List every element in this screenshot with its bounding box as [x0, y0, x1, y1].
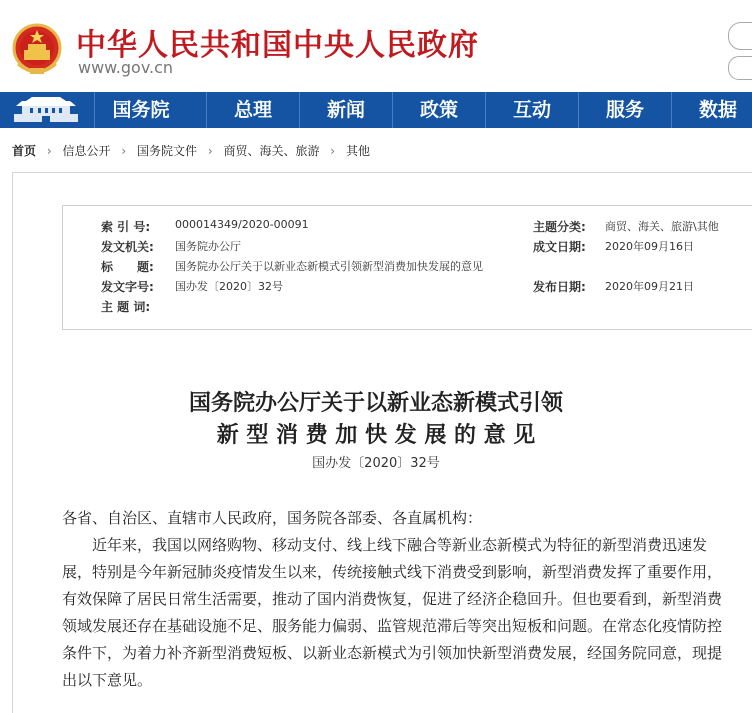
chevron-right-icon: › [330, 144, 336, 158]
document-title-line-1: 国务院办公厅关于以新业态新模式引领 [188, 390, 563, 416]
published-date-label: 发布日期: [533, 280, 586, 294]
issuer-label: 发文机关: [101, 240, 154, 254]
created-date-label: 成文日期: [533, 240, 586, 254]
main-nav [0, 92, 752, 128]
tiananmen-icon[interactable] [0, 92, 93, 128]
doc-number-value: 国办发〔2020〕32号 [175, 280, 283, 293]
breadcrumb-info-public[interactable]: 信息公开 [62, 144, 111, 158]
category-value: 商贸、海关、旅游\其他 [605, 220, 719, 233]
salutation: 各省、自治区、直辖市人民政府，国务院各部委、各直属机构： [62, 509, 483, 527]
meta-row [63, 218, 752, 238]
nav-item-premier[interactable]: 总理 [206, 92, 299, 128]
breadcrumb-commerce[interactable]: 商贸、海关、旅游 [223, 144, 320, 158]
meta-row [63, 238, 752, 258]
breadcrumb-home[interactable]: 首页 [12, 144, 37, 158]
document-title-line-2: 新 型 消 费 加 快 发 展 的 意 见 [216, 422, 536, 448]
index-value: 000014349/2020-00091 [175, 218, 309, 231]
nav-item-news[interactable]: 新闻 [299, 92, 392, 128]
created-date-value: 2020年09月16日 [605, 240, 694, 253]
body-paragraph: 近年来，我国以网络购物、移动支付、线上线下融合等新业态新模式为特征的新型消费迅速发展，特别是今年新冠肺炎疫情发生以来，传统接触式线下消费受到影响，新型消费发挥了重要作用，有效保障了居民日常生活需要，推动了国内消费恢复，促进了经济企稳回升。但也要看到，新型消费领域发展还存在基础设施不足、服务能力偏弱、监管规范滞后等突出短板和问题。在常态化疫情防控条件下，为着力补齐新型消费短板、以新业态新模式为引领加快新型消费发展，经国务院同意，现提出以下意见。 [62, 536, 723, 689]
breadcrumb-other[interactable]: 其他 [345, 144, 370, 158]
meta-row [63, 258, 752, 278]
meta-row [63, 298, 752, 318]
title-value: 国务院办公厅关于以新业态新模式引领新型消费加快发展的意见 [175, 260, 483, 273]
issuer-value: 国务院办公厅 [175, 240, 241, 253]
document-body [62, 505, 722, 694]
nav-item-interaction[interactable]: 互动 [485, 92, 578, 128]
chevron-right-icon: › [207, 144, 213, 158]
site-url[interactable]: www.gov.cn [78, 58, 174, 77]
site-header [0, 0, 752, 92]
nav-item-state-council[interactable]: 国务院 [94, 92, 187, 128]
chevron-right-icon: › [121, 144, 127, 158]
header-search-widget[interactable] [728, 22, 752, 50]
nav-item-data[interactable]: 数据 [671, 92, 752, 128]
breadcrumb [12, 142, 370, 159]
nav-item-policy[interactable]: 政策 [392, 92, 485, 128]
meta-row [63, 278, 752, 298]
doc-number-label: 发文字号: [101, 280, 154, 294]
breadcrumb-state-council-docs[interactable]: 国务院文件 [136, 144, 197, 158]
published-date-value: 2020年09月21日 [605, 280, 694, 293]
document-number: 国办发〔2020〕32号 [312, 456, 440, 471]
document-metadata [62, 205, 752, 330]
title-label: 标 题: [101, 260, 154, 274]
index-label: 索 引 号: [101, 220, 151, 234]
site-title[interactable]: 中华人民共和国中央人民政府 [76, 28, 479, 63]
header-toggle-widget[interactable] [728, 56, 752, 80]
keywords-label: 主 题 词: [101, 300, 151, 314]
national-emblem-icon[interactable] [12, 22, 62, 78]
chevron-right-icon: › [46, 144, 52, 158]
category-label: 主题分类: [533, 220, 586, 234]
nav-item-services[interactable]: 服务 [578, 92, 671, 128]
